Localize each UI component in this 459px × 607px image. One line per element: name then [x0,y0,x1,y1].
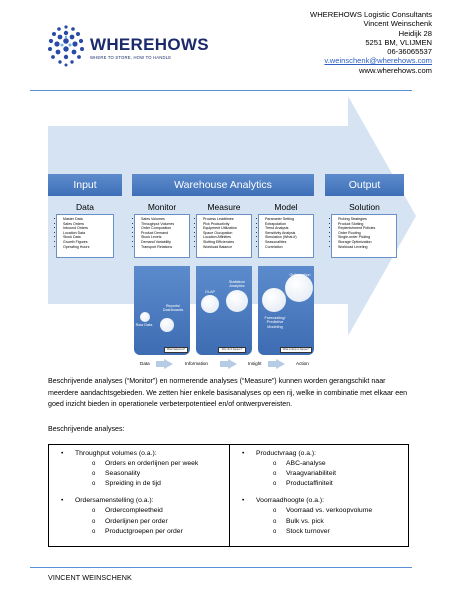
list-item: • Stock Levels [141,235,188,240]
list-item: • Order Routing [338,231,395,236]
list-item: • Sales Volumes [141,217,188,222]
flow-arrow [268,361,276,367]
street: Heidijk 28 [398,28,432,38]
list-item: • Master Data [63,217,112,222]
company-name: WHEREHOWS Logistic Consultants [310,10,432,19]
analyses-table [48,444,409,547]
flow-label: Data [140,361,150,366]
email-link[interactable]: v.weinschenk@wherehows.com [324,56,432,66]
list-item: o Seasonality [49,469,229,479]
flow-label: Action [296,361,309,366]
list-item: • Ordersamenstelling (o.a.): [49,496,229,506]
list-item: • Order Composition [141,226,188,231]
list-item: • Equipment Utilization [203,226,250,231]
question-box: Why did it happen? [218,347,246,353]
bubble-olap [201,295,219,313]
left-column [49,449,229,537]
measure-panel [196,266,252,355]
bubble-statistics-label: Statistics/ Analytics [228,280,246,289]
header-output: Output [325,174,404,196]
monitor-box [134,214,190,258]
list-item: o Stock turnover [230,527,408,537]
bubble-raw [140,312,150,322]
list-item: • Stock Data [63,235,112,240]
list-item: o Bulk vs. pick [230,517,408,527]
list-item: o Productgroepen per order [49,527,229,537]
list-item: • Location Data [63,231,112,236]
model-panel [258,266,314,355]
phone: 06-36065537 [387,47,432,57]
list-item: o Orders en orderlijnen per week [49,459,229,469]
header-input: Input [48,174,122,196]
logo [46,24,209,68]
flow-arrow-head [164,359,173,369]
list-item: o Voorraad vs. verkoopvolume [230,506,408,516]
logo-tagline: WHERE TO STORE, HOW TO HANDLE [90,55,172,60]
postal-city: 5251 BM, VLIJMEN [365,37,432,47]
header-rule [30,90,412,91]
bubble-raw-label: Raw Data [135,323,153,327]
list-item: • Inbound Orders [63,226,112,231]
flow-arrow-head [228,359,237,369]
list-item: o Spreiding in de tijd [49,479,229,489]
logo-mark-icon [46,24,86,68]
bubble-reports-label: Reports/ Dashboards [162,304,184,313]
list-item: • Process Leadtimes [203,217,250,222]
analytics-diagram [48,96,416,371]
list-item: • Sales Orders [63,222,112,227]
bubble-olap-label: OLAP [204,290,216,294]
website[interactable]: www.wherehows.com [358,65,432,75]
bubble-forecasting [262,288,286,312]
list-item: • Pick Productivity [203,222,250,227]
list-item: • Trend Analysis [265,226,312,231]
right-column [230,449,408,537]
contact-name: Vincent Weinschenk [363,19,432,29]
list-item: • Growth Figures [63,240,112,245]
data-box [56,214,114,258]
header-analytics: Warehouse Analytics [132,174,314,196]
list-item: o Ordercompleetheid [49,506,229,516]
bubble-optimization [285,274,313,302]
list-item: • Workload Leveling [338,245,395,250]
list-item: • Seasonalities [265,240,312,245]
list-item: • Simulation (What-if) [265,235,312,240]
solution-box [331,214,397,258]
list-item: • Parameter Setting [265,217,312,222]
list-item: o Productaffiniteit [230,479,408,489]
list-item: o ABC-analyse [230,459,408,469]
list-item: • Storage Optimization [338,240,395,245]
question-box: What happened? [164,347,188,353]
list-item: • Extrapolation [265,222,312,227]
list-item: • Location Affinities [203,235,250,240]
list-item: • Replenishment Policies [338,226,395,231]
column-title-data: Data [76,202,94,212]
column-title-solution: Solution [349,202,380,212]
flow-arrow [220,361,228,367]
column-title-measure: Measure [207,202,241,212]
model-box [258,214,314,258]
column-title-monitor: Monitor [147,202,177,212]
list-item: • Single-order Picking [338,235,395,240]
flow-arrow [156,361,164,367]
bubble-statistics [226,290,248,312]
section-caption: Beschrijvende analyses: [48,425,125,433]
list-item: • Picking Strategies [338,217,395,222]
list-item: • Productvraag (o.a.): [230,449,408,459]
address-block [310,10,432,75]
flow-arrow-head [276,359,285,369]
list-item: o Vraagvariabiliteit [230,469,408,479]
list-item: • Transport Relations [141,245,188,250]
list-item: • Demand Variability [141,240,188,245]
bubble-optimization-label: Optimization [289,273,311,277]
list-item: • Workload Balance [203,245,250,250]
list-item: • Operating Hours [63,245,112,250]
column-title-model: Model [274,202,298,212]
flow-label: Information [185,361,208,366]
footer-name: VINCENT WEINSCHENK [48,573,132,582]
list-item: • Throughput volumes (o.a.): [49,449,229,459]
list-item: • Sensitivity Analysis [265,231,312,236]
intro-paragraph: Beschrijvende analyses (“Monitor”) en normerende analyses (“Measure”) kunnen worden gerangschikt naar meerdere aandachtsgebieden. We zetten hier enkele basisanalyses op een rij, welke in combinatie met elkaar een goed inzicht bieden in operationele verbeterpotentieel en/of ontwerpvereisten. [48,377,408,408]
list-item: • Product Slotting [338,222,395,227]
list-item: • Voorraadhoogte (o.a.): [230,496,408,506]
logo-wordmark: WHEREHOWS [90,35,209,54]
bubble-forecasting-label: Forecasting/ Predictive Modeling [264,316,286,329]
list-item: • Product Demand [141,231,188,236]
monitor-panel [134,266,190,355]
list-item: • Slotting Efficiencies [203,240,250,245]
flow-label: Insight [248,361,262,366]
measure-box [196,214,252,258]
question-box: What is likely to happen? [280,347,312,353]
footer-rule [30,567,412,568]
list-item: • Correlation [265,245,312,250]
bubble-reports [160,318,174,332]
list-item: • Throughput Volumes [141,222,188,227]
list-item: o Orderlijnen per order [49,517,229,527]
list-item: • Space Occupation [203,231,250,236]
